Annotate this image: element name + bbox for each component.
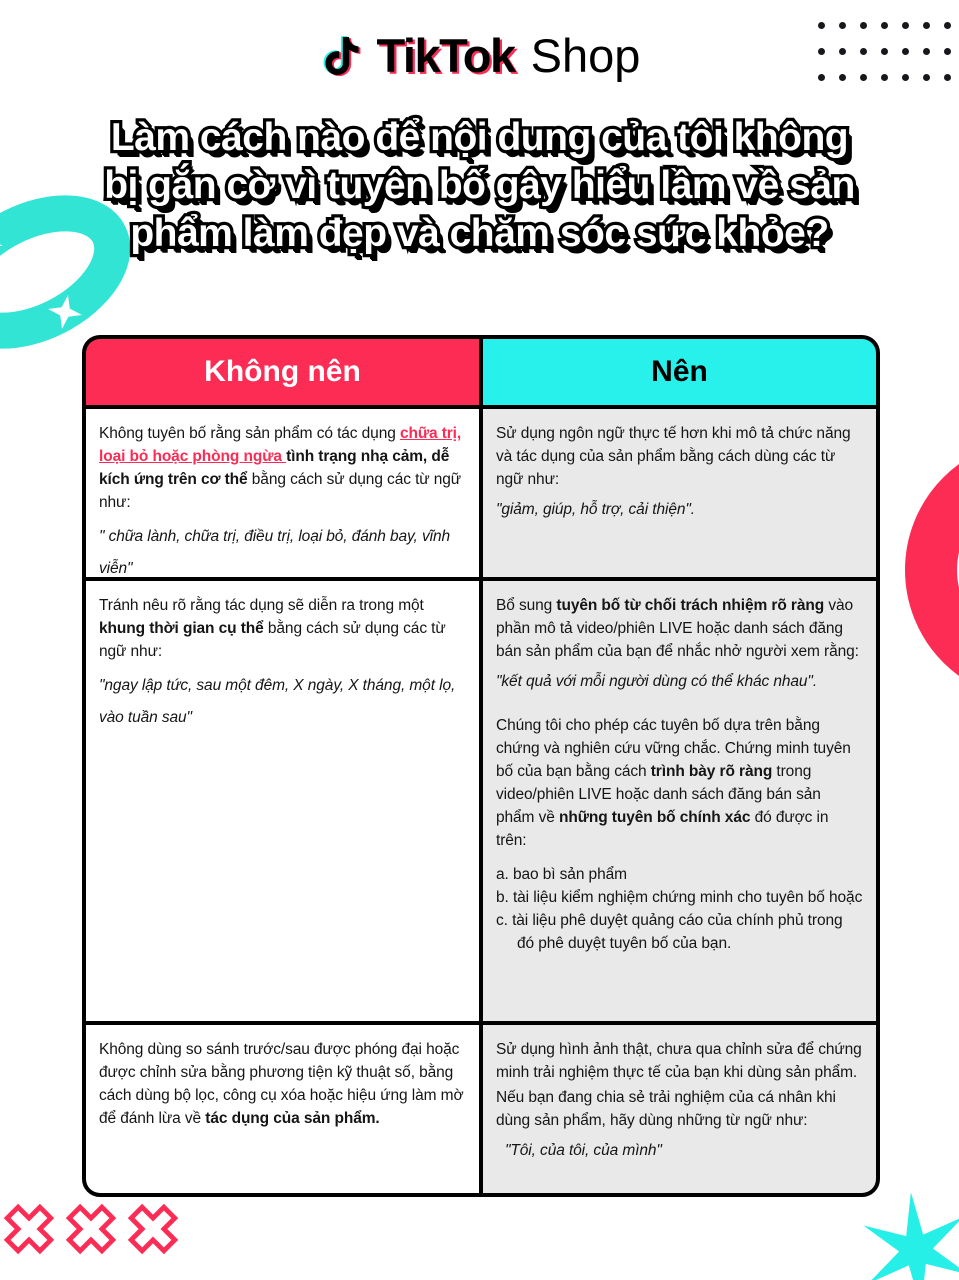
cell-dont-timeframe: [86, 581, 479, 1021]
example-quote: "kết quả với mỗi người dùng có thể khác nhau".: [496, 673, 818, 690]
x-marks-decoration: [2, 1202, 180, 1256]
dont-do-table: [82, 335, 880, 1197]
example-quote: " chữa lành, chữa trị, điều trị, loại bỏ, đánh bay, vĩnh viễn": [99, 528, 450, 577]
example-quote: "giảm, giúp, hỗ trợ, cải thiện".: [496, 501, 695, 518]
x-icon: [126, 1202, 180, 1256]
x-icon: [64, 1202, 118, 1256]
paragraph: Không dùng so sánh trước/sau được phóng đại hoặc được chỉnh sửa bằng phương tiện kỹ thuật số, bằng cách dùng bộ lọc, công cụ xóa hoặc hiệu ứng làm mờ để đánh lừa về tác dụng của sản phẩm.: [99, 1041, 464, 1127]
paragraph: Sử dụng hình ảnh thật, chưa qua chỉnh sửa để chứng minh trải nghiệm thực tế của bạn khi dùng sản phẩm.: [496, 1041, 862, 1081]
evidence-list: [496, 863, 863, 955]
cell-dont-before-after: [86, 1025, 479, 1193]
list-item: b. tài liệu kiểm nghiệm chứng minh cho tuyên bố hoặc: [496, 889, 863, 906]
list-item: c. tài liệu phê duyệt quảng cáo của chính phủ trong đó phê duyệt tuyên bố của bạn.: [496, 912, 843, 952]
paragraph: Tránh nêu rõ rằng tác dụng sẽ diễn ra trong một khung thời gian cụ thể bằng cách sử dụng các từ ngữ như:: [99, 597, 446, 660]
paragraph: Bổ sung tuyên bố từ chối trách nhiệm rõ ràng vào phần mô tả video/phiên LIVE hoặc danh sách đăng bán sản phẩm của bạn để nhắc nhở người xem rằng:: [496, 597, 859, 660]
title-line-1: Làm cách nào để nội dung của tôi không: [110, 116, 849, 159]
example-quote: "ngay lập tức, sau một đêm, X ngày, X tháng, một lọ, vào tuần sau": [99, 677, 456, 726]
x-icon: [2, 1202, 56, 1256]
cell-do-real-images: [483, 1025, 876, 1193]
page-title: [0, 114, 959, 258]
header-do: Nên: [483, 339, 876, 405]
list-item: a. bao bì sản phẩm: [496, 866, 627, 883]
shop-wordmark: Shop: [530, 29, 641, 82]
paragraph: Không tuyên bố rằng sản phẩm có tác dụng chữa trị, loại bỏ hoặc phòng ngừa tình trạng nhạ cảm, dễ kích ứng trên cơ thể bằng cách sử dụng các từ ngữ như:: [99, 425, 462, 511]
cell-dont-cure-claims: [86, 409, 479, 577]
cell-do-disclaimer-evidence: [483, 581, 876, 1021]
highlighted-red-text: chữa trị, loại bỏ hoặc phòng ngừa: [99, 425, 462, 465]
starburst-icon: [838, 1190, 959, 1280]
tiktok-shop-logo: [0, 28, 959, 83]
tiktok-wordmark: TikTok: [376, 29, 515, 82]
title-line-2: bị gắn cờ vì tuyên bố gây hiểu lầm về sản: [104, 164, 855, 207]
example-quote: "Tôi, của tôi, của mình": [505, 1142, 662, 1159]
cell-do-realistic-language: [483, 409, 876, 577]
title-line-3: phẩm làm đẹp và chăm sóc sức khỏe?: [130, 212, 829, 255]
paragraph: Nếu bạn đang chia sẻ trải nghiệm của cá nhân khi dùng sản phẩm, hãy dùng những từ ngữ như:: [496, 1089, 836, 1129]
paragraph: Sử dụng ngôn ngữ thực tế hơn khi mô tả chức năng và tác dụng của sản phẩm bằng cách dùng các từ ngữ như:: [496, 425, 851, 488]
tiktok-note-icon: [319, 30, 365, 82]
pink-ring-icon: [905, 438, 959, 702]
paragraph: Chúng tôi cho phép các tuyên bố dựa trên bằng chứng và nghiên cứu vững chắc. Chứng minh tuyên bố của bạn bằng cách trình bày rõ ràng trong video/phiên LIVE hoặc danh sách đăng bán sản phẩm về những tuyên bố chính xác đó được in trên:: [496, 717, 851, 849]
header-dont: Không nên: [86, 339, 479, 405]
